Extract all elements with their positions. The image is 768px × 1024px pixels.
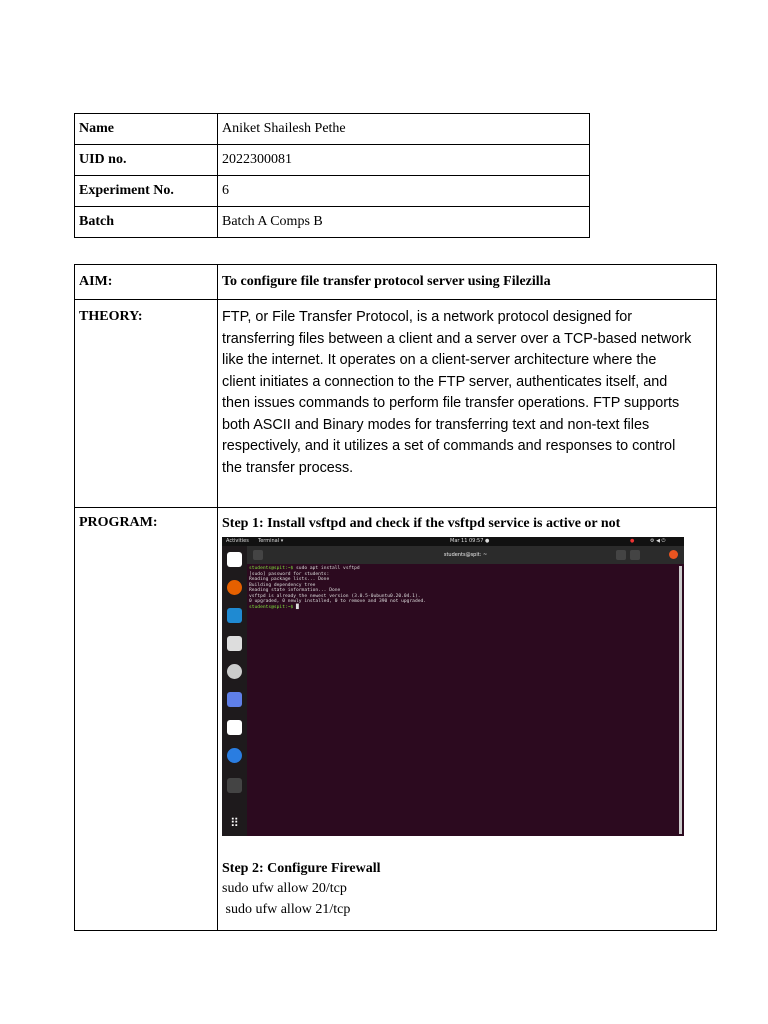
terminal-output bbox=[249, 566, 677, 834]
terminal-cursor: █ bbox=[293, 604, 299, 610]
terminal-prompt-line bbox=[249, 605, 677, 611]
info-value: 6 bbox=[218, 176, 590, 207]
theory-line: like the internet. It operates on a client-server architecture where the bbox=[222, 352, 657, 368]
ubuntu-dock bbox=[222, 546, 247, 836]
clock-label: Mar 11 09:57 ● bbox=[450, 538, 490, 544]
step2-title: Step 2: Configure Firewall bbox=[222, 861, 381, 876]
step1-title: Step 1: Install vsftpd and check if the vsftpd service is active or not bbox=[222, 516, 621, 531]
terminal-line: Reading package lists... Done bbox=[249, 577, 330, 582]
theory-label-text: THEORY: bbox=[79, 309, 143, 324]
info-label: Name bbox=[75, 114, 218, 145]
info-row-batch bbox=[75, 207, 590, 238]
info-row-uid bbox=[75, 145, 590, 176]
terminal-window-title: students@spit: ~ bbox=[443, 552, 488, 558]
terminal-prompt: students@spit:~$ bbox=[249, 566, 294, 571]
program-label: PROGRAM: bbox=[75, 508, 218, 931]
info-label: UID no. bbox=[75, 145, 218, 176]
vscode-icon bbox=[227, 608, 242, 623]
theory-line: transferring files between a client and a server over a TCP-based network bbox=[222, 330, 692, 347]
theory-line: both ASCII and Binary modes for transferring text and non-text files bbox=[222, 416, 650, 433]
theory-text bbox=[222, 307, 712, 479]
files-icon bbox=[227, 636, 242, 651]
terminal-command: sudo apt install vsftpd bbox=[293, 566, 360, 571]
writer-icon bbox=[227, 720, 242, 735]
store-icon bbox=[227, 748, 242, 763]
firefox-icon bbox=[227, 580, 242, 595]
aim-label: AIM: bbox=[75, 265, 218, 300]
theory-cell bbox=[218, 300, 717, 508]
experiment-table bbox=[74, 264, 717, 931]
terminal-icon bbox=[227, 778, 242, 793]
search-icon bbox=[616, 550, 626, 560]
terminal-line: 0 upgraded, 0 newly installed, 0 to remove and 390 not upgraded. bbox=[249, 599, 427, 604]
system-tray-icon: ⚙ ◀ ⏻ bbox=[650, 538, 666, 544]
terminal-line: [sudo] password for students: bbox=[249, 571, 330, 577]
terminal-prompt: students@spit:~$ bbox=[249, 604, 294, 610]
info-label: Experiment No. bbox=[75, 176, 218, 207]
activities-label: Activities bbox=[226, 538, 249, 544]
command-line: sudo ufw allow 20/tcp bbox=[222, 881, 347, 896]
terminal-line: vsftpd is already the newest version (3.0.5-0ubuntu0.20.04.1). bbox=[249, 593, 421, 599]
program-row bbox=[75, 508, 717, 931]
terminal-header bbox=[247, 546, 684, 564]
theory-line: then issues commands to perform file transfer operations. FTP supports bbox=[222, 395, 680, 411]
info-row-name bbox=[75, 114, 590, 145]
student-info-table bbox=[74, 113, 590, 238]
remote-icon bbox=[227, 692, 242, 707]
aim-row bbox=[75, 265, 717, 300]
terminal-screenshot bbox=[222, 537, 684, 836]
info-value: Aniket Shailesh Pethe bbox=[218, 114, 590, 145]
aim-text: To configure file transfer protocol server using Filezilla bbox=[218, 265, 717, 300]
theory-line: client initiates a connection to the FTP server, authenticates itself, and bbox=[222, 373, 668, 390]
menu-icon bbox=[630, 550, 640, 560]
terminal-line: Reading state information... Done bbox=[249, 588, 341, 593]
info-value: 2022300081 bbox=[218, 145, 590, 176]
theory-row bbox=[75, 300, 717, 508]
terminal-line: Building dependency tree bbox=[249, 582, 316, 588]
theory-line: the transfer process. bbox=[222, 459, 354, 476]
info-value: Batch A Comps B bbox=[218, 207, 590, 238]
theory-line: respectively, and it utilizes a set of commands and responses to control bbox=[222, 438, 676, 454]
terminal-app-label: Terminal ▾ bbox=[258, 538, 284, 544]
command-line: sudo ufw allow 21/tcp bbox=[222, 902, 351, 917]
record-icon: ● bbox=[630, 538, 635, 544]
program-cell bbox=[218, 508, 717, 931]
close-icon bbox=[669, 550, 678, 559]
info-row-experiment bbox=[75, 176, 590, 207]
terminal-scrollbar bbox=[679, 566, 682, 834]
software-icon bbox=[227, 664, 242, 679]
info-label: Batch bbox=[75, 207, 218, 238]
apps-grid-icon: ⠿ bbox=[230, 816, 239, 830]
theory-line: FTP, or File Transfer Protocol, is a network protocol designed for bbox=[222, 309, 633, 325]
editor-icon bbox=[227, 552, 242, 567]
theory-label bbox=[75, 300, 218, 508]
ubuntu-topbar bbox=[222, 537, 684, 546]
